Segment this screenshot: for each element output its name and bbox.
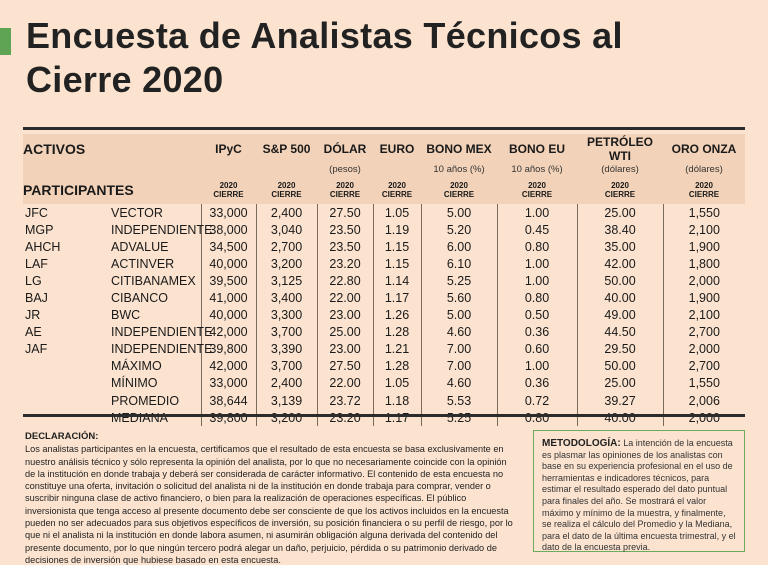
col-sub-dolar: (pesos) [329, 164, 361, 175]
value-cell: 7.00 [421, 341, 497, 358]
value-cell: 40,000 [201, 307, 256, 324]
participant-code: JAF [25, 342, 48, 357]
activos-header: ACTIVOS [23, 141, 86, 157]
col-header-euro: EURO [379, 142, 415, 156]
table-bottom-rule [23, 414, 745, 417]
participant-code [23, 392, 109, 409]
participant-institution: INDEPENDIENTE [111, 342, 213, 357]
value-cell: 22.00 [317, 289, 373, 306]
value-cell: 2,100 [688, 308, 720, 323]
value-cell: 1.14 [373, 272, 421, 289]
participant-institution: ACTINVER [109, 255, 201, 272]
participant-code: JR [25, 308, 41, 323]
value-cell: 39,500 [201, 272, 256, 289]
value-cell: 1,550 [688, 376, 720, 391]
participant-institution: VECTOR [109, 204, 201, 221]
value-cell: 5.00 [421, 204, 497, 221]
value-cell: 50.00 [577, 358, 663, 375]
table-row [23, 409, 745, 426]
participant-institution: PROMEDIO [109, 392, 201, 409]
col-sub-ipyc [201, 164, 256, 176]
value-cell: 25.00 [317, 324, 373, 341]
page-title: Encuesta de Analistas Técnicos al Cierre 2020 [26, 15, 623, 100]
participant-code [23, 358, 109, 375]
value-cell: 1.00 [497, 255, 577, 272]
value-cell: 39.27 [577, 392, 663, 409]
value-cell: 1.28 [373, 358, 421, 375]
col-sub-bono-mex: 10 años (%) [433, 164, 485, 175]
value-cell: 5.53 [421, 392, 497, 409]
col-header-ipyc: IPyC [215, 142, 242, 156]
value-cell: 38,644 [201, 392, 256, 409]
value-cell: 3,139 [256, 392, 317, 409]
table-row [23, 307, 745, 324]
value-cell: 1,900 [688, 291, 720, 306]
col-year-sp500: 2020 CIERRE [271, 181, 302, 199]
value-cell: 1.18 [373, 392, 421, 409]
value-cell: 39,800 [201, 341, 256, 358]
value-cell: 44.50 [577, 324, 663, 341]
value-cell: 23.72 [317, 392, 373, 409]
value-cell: 6.00 [421, 238, 497, 255]
value-cell: 3,700 [256, 358, 317, 375]
col-header-petroleo: PETRÓLEO WTI [587, 135, 654, 163]
table-row [23, 204, 745, 221]
survey-table [23, 134, 745, 426]
table-row [23, 255, 745, 272]
value-cell: 3,200 [256, 255, 317, 272]
col-sub-oro: (dólares) [685, 164, 723, 175]
value-cell: 42,000 [201, 324, 256, 341]
value-cell: 22.00 [317, 375, 373, 392]
value-cell: 23.20 [317, 409, 373, 426]
value-cell: 1.21 [373, 341, 421, 358]
value-cell: 2,400 [256, 375, 317, 392]
col-year-ipyc: 2020 CIERRE [213, 181, 244, 199]
value-cell: 27.50 [317, 358, 373, 375]
value-cell: 2,006 [688, 393, 720, 408]
value-cell: 3,125 [256, 272, 317, 289]
table-row [23, 324, 745, 341]
col-year-petroleo: 2020 CIERRE [604, 181, 636, 199]
value-cell: 34,500 [201, 238, 256, 255]
col-year-oro: 2020 CIERRE [688, 181, 720, 199]
value-cell: 4.60 [421, 324, 497, 341]
participant-code: AHCH [25, 239, 61, 254]
value-cell: 2,000 [688, 273, 720, 288]
value-cell: 50.00 [577, 272, 663, 289]
participant-institution: CIBANCO [109, 289, 201, 306]
table-body [23, 204, 745, 426]
value-cell: 5.60 [421, 289, 497, 306]
value-cell: 0.72 [497, 392, 577, 409]
value-cell: 33,000 [201, 204, 256, 221]
value-cell: 2,100 [688, 222, 720, 237]
value-cell: 23.50 [317, 238, 373, 255]
value-cell: 27.50 [317, 204, 373, 221]
value-cell: 49.00 [577, 307, 663, 324]
participant-institution: INDEPENDIENTE [111, 222, 213, 237]
value-cell: 4.60 [421, 375, 497, 392]
title-accent-bar [0, 28, 11, 55]
value-cell: 40,000 [201, 255, 256, 272]
value-cell: 29.50 [577, 341, 663, 358]
col-year-dolar: 2020 CIERRE [329, 181, 361, 199]
value-cell: 38,000 [201, 221, 256, 238]
value-cell: 2,000 [688, 410, 720, 425]
col-sub-sp500 [256, 164, 317, 176]
table-row [23, 375, 745, 392]
participant-institution: MÍNIMO [109, 375, 201, 392]
participant-institution: INDEPENDIENTE [111, 325, 213, 340]
value-cell: 1.05 [373, 204, 421, 221]
participant-code: JFC [25, 205, 48, 220]
value-cell: 0.36 [497, 324, 577, 341]
declaracion-text: Los analistas participantes en la encuesta, certificamos que el resultado de esta encuesta se basa exclusivamente en nuestro análisis técnico y sólo representa la opinión del analista, por lo que no necesariamente coincide con la opinión de la institución en donde trabaja y deberá ser considerada de carácter informativo. El contenido de esta encuesta no constituye una oferta, invitación o solicitud del analista ni de la institución en donde trabaja para comprar, vender o suscribir ninguna clase de activo financiero, o bien para la realización de operaciones específicas. El público inversionista que tenga acceso al presente documento debe ser consciente de que los activos incluidos en la encuesta pueden no ser adecuados para sus objetivos específicos de inversión, su posición financiera o su perfil de riesgo, por lo que ni el analista ni la institución en donde labora asumen, ni asumirán obligación alguna derivada del contenido del presente documento, por lo que ningún tercero podrá alegar un daño, perjuicio, pérdida o su patrimonio derivado de decisiones de inversión que hubiese basado en esta encuesta. [25, 444, 513, 565]
value-cell: 3,040 [256, 221, 317, 238]
participant-institution: CITIBANAMEX [109, 272, 201, 289]
table-row [23, 289, 745, 306]
participant-code: AE [25, 325, 42, 340]
col-sub-petroleo: (dólares) [601, 164, 639, 175]
value-cell: 5.25 [421, 272, 497, 289]
table-row [23, 358, 745, 375]
participant-code [23, 375, 109, 392]
value-cell: 0.45 [497, 221, 577, 238]
declaracion-section [25, 431, 513, 565]
participant-code: BAJ [25, 291, 48, 306]
value-cell: 0.80 [497, 289, 577, 306]
value-cell: 0.36 [497, 375, 577, 392]
table-row [23, 392, 745, 409]
value-cell: 40.00 [577, 289, 663, 306]
value-cell: 42,000 [201, 358, 256, 375]
value-cell: 2,700 [688, 359, 720, 374]
value-cell: 25.00 [577, 375, 663, 392]
table-row [23, 272, 745, 289]
value-cell: 3,390 [256, 341, 317, 358]
value-cell: 5.20 [421, 221, 497, 238]
value-cell: 2,700 [256, 238, 317, 255]
col-header-dolar: DÓLAR [323, 142, 367, 156]
col-header-oro: ORO ONZA [671, 142, 737, 156]
value-cell: 2,700 [688, 325, 720, 340]
value-cell: 0.50 [497, 307, 577, 324]
value-cell: 1.28 [373, 324, 421, 341]
value-cell: 3,300 [256, 307, 317, 324]
metodologia-text: La intención de la encuesta es plasmar las opiniones de los analistas con base en su experiencia profesional en el uso de herramientas e indicadores técnicos, para estimar el resultado esperado del dato puntual para finales del año. Se mostrará el valor máximo y mínimo de la muestra, y finalmente, se realiza el cálculo del Promedio y la Mediana, para el dato de la última encuesta trimestral, y el dato de la encuesta previa. [542, 438, 736, 553]
value-cell: 1,550 [688, 205, 720, 220]
value-cell: 23.50 [317, 221, 373, 238]
col-header-bono-mex: BONO MEX [426, 142, 492, 156]
participant-code [23, 409, 109, 426]
value-cell: 2,400 [256, 204, 317, 221]
value-cell: 1,900 [688, 239, 720, 254]
value-cell: 1.19 [373, 221, 421, 238]
participantes-header: PARTICIPANTES [23, 182, 134, 198]
value-cell: 0.80 [497, 409, 577, 426]
value-cell: 1.15 [373, 255, 421, 272]
value-cell: 3,200 [256, 409, 317, 426]
value-cell: 23.00 [317, 307, 373, 324]
value-cell: 1.00 [497, 204, 577, 221]
value-cell: 0.80 [497, 238, 577, 255]
value-cell: 1.05 [373, 375, 421, 392]
value-cell: 6.10 [421, 255, 497, 272]
value-cell: 23.20 [317, 255, 373, 272]
value-cell: 39,800 [201, 409, 256, 426]
value-cell: 1.15 [373, 238, 421, 255]
value-cell: 23.00 [317, 341, 373, 358]
participant-institution: MEDIANA [109, 409, 201, 426]
col-year-bono-eu: 2020 CIERRE [521, 181, 553, 199]
declaracion-title: DECLARACIÓN: [25, 431, 99, 442]
value-cell: 41,000 [201, 289, 256, 306]
value-cell: 1.17 [373, 289, 421, 306]
value-cell: 33,000 [201, 375, 256, 392]
col-year-bono-mex: 2020 CIERRE [443, 181, 475, 199]
value-cell: 2,000 [688, 342, 720, 357]
col-sub-euro [373, 164, 421, 176]
value-cell: 1,800 [688, 256, 720, 271]
participant-institution: ADVALUE [109, 238, 201, 255]
col-header-sp500: S&P 500 [262, 142, 311, 156]
participant-code: LAF [25, 256, 48, 271]
value-cell: 5.00 [421, 307, 497, 324]
col-header-bono-eu: BONO EU [509, 142, 566, 156]
participant-code: LG [25, 273, 42, 288]
table-row [23, 221, 745, 238]
value-cell: 5.25 [421, 409, 497, 426]
value-cell: 7.00 [421, 358, 497, 375]
col-sub-bono-eu: 10 años (%) [511, 164, 563, 175]
metodologia-box [533, 430, 745, 552]
value-cell: 42.00 [577, 255, 663, 272]
value-cell: 3,700 [256, 324, 317, 341]
metodologia-title: METODOLOGÍA: [542, 438, 621, 449]
value-cell: 38.40 [577, 221, 663, 238]
value-cell: 1.00 [497, 358, 577, 375]
value-cell: 1.00 [497, 272, 577, 289]
value-cell: 3,400 [256, 289, 317, 306]
value-cell: 40.00 [577, 409, 663, 426]
participant-institution: MÁXIMO [109, 358, 201, 375]
participant-institution: BWC [109, 307, 201, 324]
table-row [23, 341, 745, 358]
value-cell: 25.00 [577, 204, 663, 221]
value-cell: 35.00 [577, 238, 663, 255]
table-row [23, 238, 745, 255]
value-cell: 0.60 [497, 341, 577, 358]
value-cell: 1.17 [373, 409, 421, 426]
col-year-euro: 2020 CIERRE [381, 181, 413, 199]
participant-code: MGP [25, 222, 54, 237]
value-cell: 22.80 [317, 272, 373, 289]
value-cell: 1.26 [373, 307, 421, 324]
table-top-rule [23, 127, 745, 130]
